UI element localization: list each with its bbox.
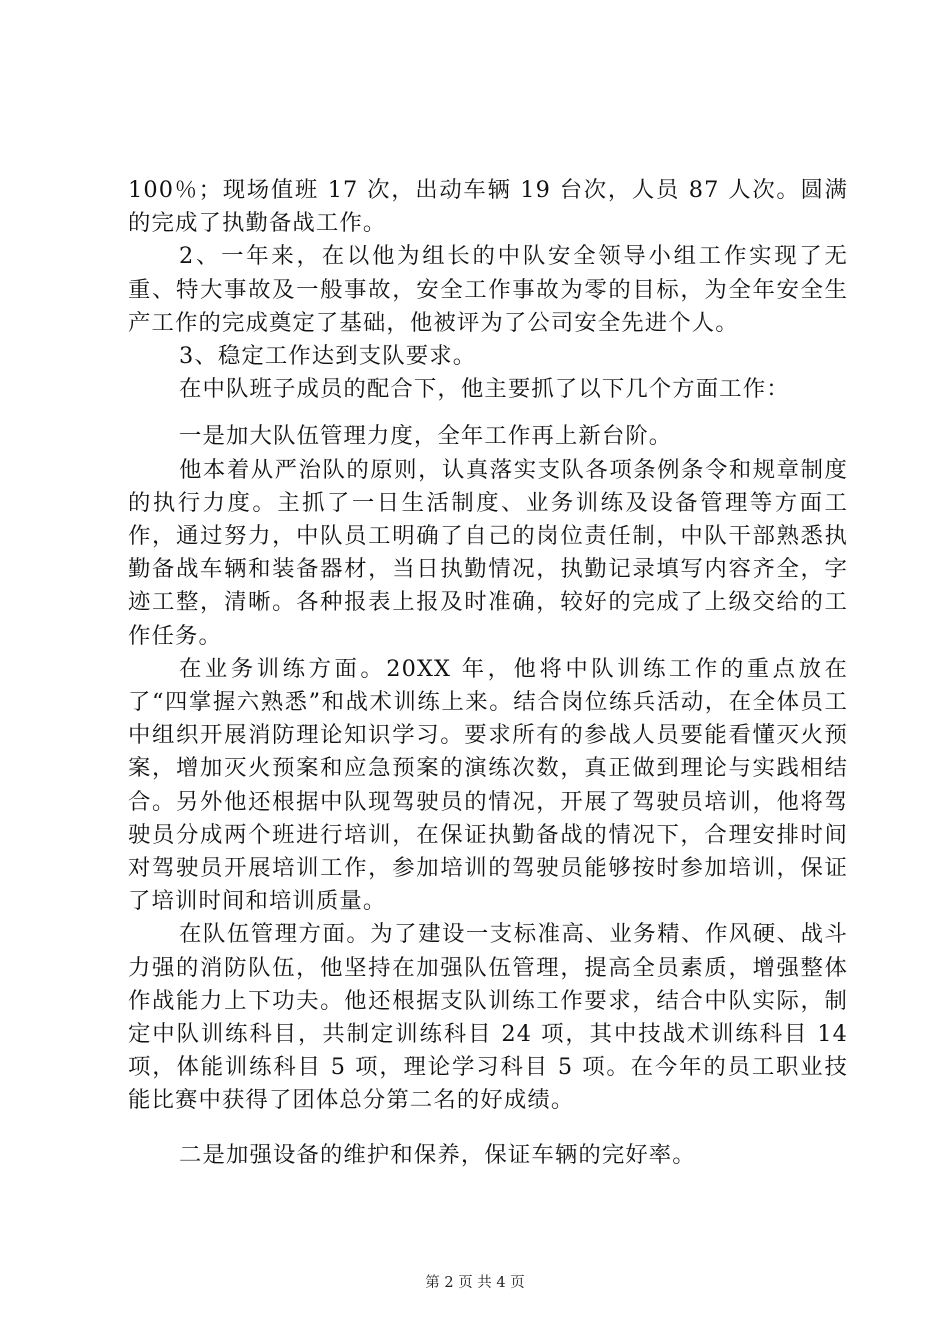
paragraph-strict-management: 他本着从严治队的原则，认真落实支队各项条例条令和规章制度的执行力度。主抓了一日生活制度、业务训练及设备管理等方面工作，通过努力，中队员工明确了自己的岗位责任制，中队干部熟悉执勤备战车辆和装备器材，当日执勤情况，执勤记录填写内容齐全，字迹工整，清晰。各种报表上报及时准确，较好的完成了上级交给的工作任务。 xyxy=(128,456,848,649)
document-body xyxy=(128,174,848,1172)
paragraph-duty-stats: 100％；现场值班 17 次，出动车辆 19 台次，人员 87 人次。圆满的完成了执勤备战工作。 xyxy=(128,177,848,237)
page-number-label: 第 2 页 共 4 页 xyxy=(425,1275,525,1291)
section-heading-equipment-maintenance: 二是加强设备的维护和保养，保证车辆的完好率。 xyxy=(179,1141,696,1168)
paragraph-work-aspects-intro: 在中队班子成员的配合下，他主要抓了以下几个方面工作： xyxy=(179,376,790,403)
page-footer xyxy=(0,1273,950,1293)
paragraph-stability-work: 3、稳定工作达到支队要求。 xyxy=(179,343,477,370)
paragraph-safety-work: 2、一年来，在以他为组长的中队安全领导小组工作实现了无重、特大事故及一般事故，安全工作事故为零的目标，为全年安全生产工作的完成奠定了基础，他被评为了公司安全先进个人。 xyxy=(128,243,848,336)
paragraph-business-training: 在业务训练方面。20XX 年，他将中队训练工作的重点放在了“四掌握六熟悉”和战术训练上来。结合岗位练兵活动，在全体员工中组织开展消防理论知识学习。要求所有的参战人员要能看懂灭火预案，增加灭火预案和应急预案的演练次数，真正做到理论与实践相结合。另外他还根据中队现驾驶员的情况，开展了驾驶员培训，他将驾驶员分成两个班进行培训，在保证执勤备战的情况下，合理安排时间对驾驶员开展培训工作，参加培训的驾驶员能够按时参加培训，保证了培训时间和培训质量。 xyxy=(128,655,848,915)
paragraph-team-management: 在队伍管理方面。为了建设一支标准高、业务精、作风硬、战斗力强的消防队伍，他坚持在加强队伍管理，提高全员素质，增强整体作战能力上下功夫。他还根据支队训练工作要求，结合中队实际，制定中队训练科目，共制定训练科目 24 项，其中技战术训练科目 14 项，体能训练科目 5 项，理论学习科目 5 项。在今年的员工职业技能比赛中获得了团体总分第二名的好成绩。 xyxy=(128,921,848,1114)
section-heading-team-management: 一是加大队伍管理力度，全年工作再上新台阶。 xyxy=(179,423,673,450)
